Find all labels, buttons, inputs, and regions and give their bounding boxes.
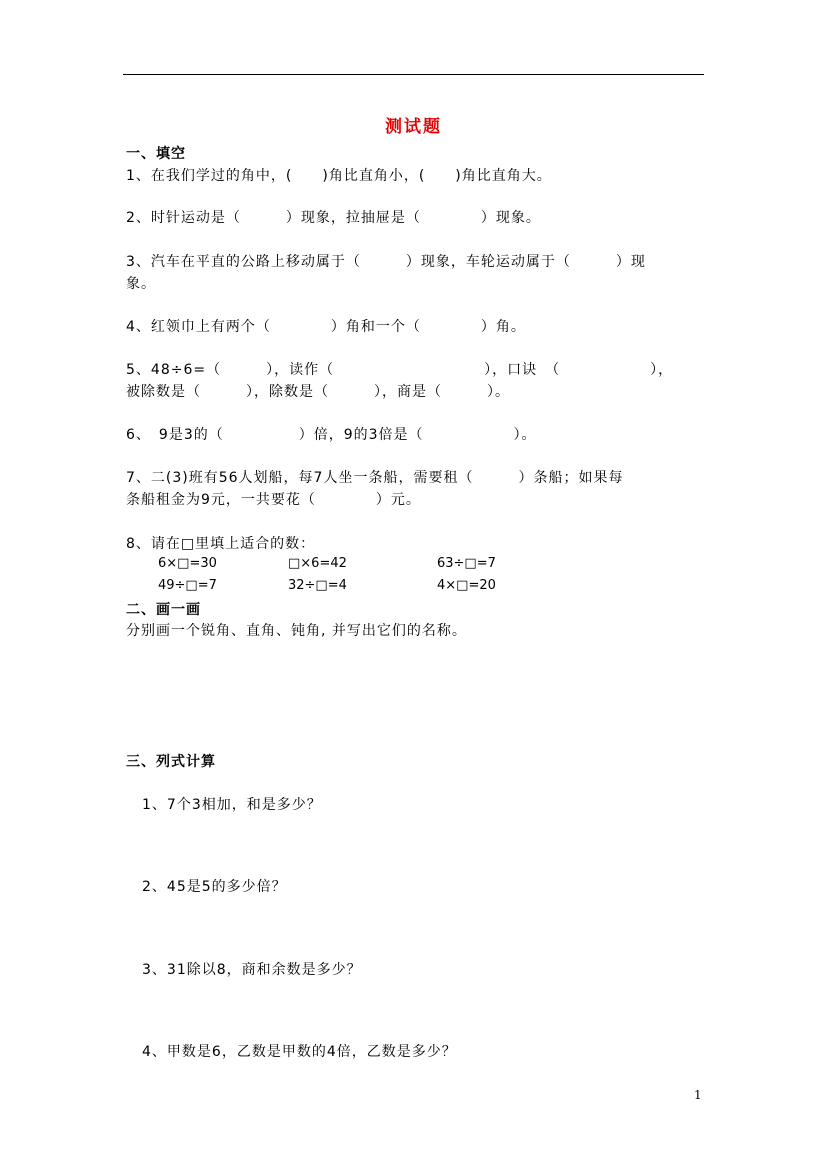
question-4: 4、红领巾上有两个（ ）角和一个（ ）角。 [126,319,526,335]
question-5-line-2: 被除数是（ ），除数是（ ），商是（ ）。 [126,384,510,400]
fill-cell: 6×□=30 [158,556,217,571]
draw-instruction: 分别画一个锐角、直角、钝角, 并写出它们的名称。 [126,623,467,639]
question-1: 1、在我们学过的角中，( )角比直角小，( )角比直角大。 [126,168,552,184]
fill-cell: 32÷□=4 [288,578,347,593]
fill-cell: 63÷□=7 [437,556,496,571]
question-3-line-1: 3、汽车在平直的公路上移动属于（ ）现象，车轮运动属于（ ）现 [126,254,646,270]
question-8: 8、请在□里填上适合的数： [126,536,316,552]
question-6: 6、 9是3的（ ）倍，9的3倍是（ ）。 [126,427,537,443]
calc-question-4: 4、甲数是6，乙数是甲数的4倍，乙数是多少？ [142,1044,457,1060]
fill-cell: 49÷□=7 [158,578,217,593]
section-heading-draw: 二、画一画 [126,602,201,618]
question-7-line-1: 7、二(3)班有56人划船，每7人坐一条船，需要租（ ）条船；如果每 [126,470,624,486]
calc-question-3: 3、31除以8，商和余数是多少？ [142,962,362,978]
section-heading-calculate: 三、列式计算 [126,754,216,770]
question-2: 2、时针运动是（ ）现象，拉抽屉是（ ）现象。 [126,210,541,226]
question-3-line-2: 象。 [126,276,156,292]
page-title: 测试题 [385,117,442,137]
calc-question-1: 1、7个3相加，和是多少？ [142,797,322,813]
fill-cell: □×6=42 [288,556,347,571]
question-5-line-1: 5、48÷6=（ ），读作（ ），口诀 （ ）， [126,362,674,378]
fill-cell: 4×□=20 [437,578,496,593]
page-number: 1 [694,1088,702,1102]
question-7-line-2: 条船租金为9元，一共要花（ ）元。 [126,492,421,508]
section-heading-fill-in: 一、填空 [126,146,186,162]
calc-question-2: 2、45是5的多少倍？ [142,879,287,895]
header-rule [123,74,704,75]
